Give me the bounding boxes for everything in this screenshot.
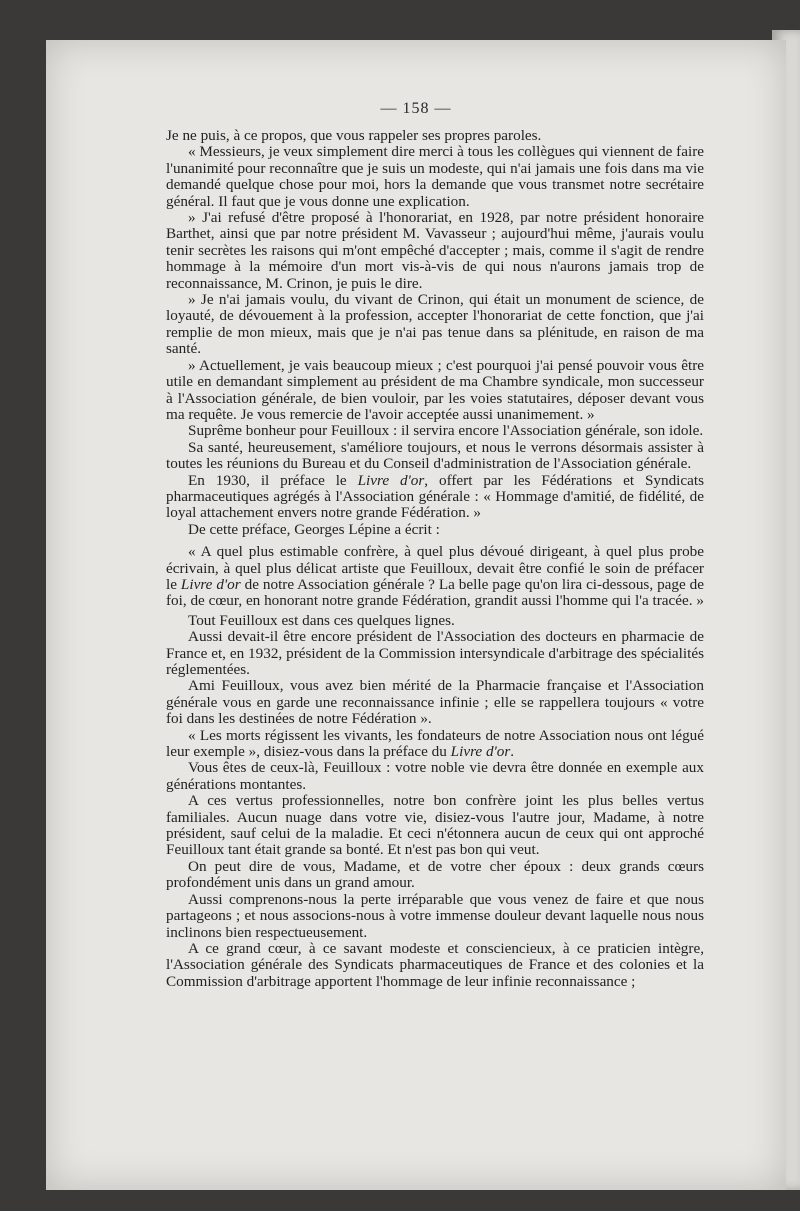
- paragraph: Vous êtes de ceux-là, Feuilloux : votre noble vie devra être donnée en exemple aux générations montantes.: [166, 759, 704, 793]
- paragraph: Aussi comprenons-nous la perte irréparable que vous venez de faire et que nous partageons ; et nous associons-nous à votre immense douleur devant laquelle nous nous inclinons bien respectueusement.: [166, 890, 704, 941]
- quotation: [166, 544, 704, 610]
- book-title: Livre d'or: [450, 743, 511, 761]
- text-run: « Les morts régissent les vivants, les fondateurs de notre Association nous ont légué leur exemple », disiez-vous dans la préface du: [166, 726, 704, 761]
- paragraph: [166, 473, 704, 522]
- text-run: .: [510, 743, 515, 761]
- paragraph: » Je n'ai jamais voulu, du vivant de Crinon, qui était un monument de science, de loyauté, de dévouement à la profession, accepter l'honorariat de cette fonction, que j'ai remplie de mon mieux, mais que je n'ai pas tenue dans sa plénitude, en raison de ma santé.: [166, 291, 704, 358]
- paragraph: « Messieurs, je veux simplement dire merci à tous les collègues qui viennent de faire l'unanimité pour reconnaître que je suis un modeste, qui n'ai jamais une fois dans ma vie demandé quelque chose pour moi, hors la demande que vous transmet notre secrétaire général. Il faut que je vous donne une explication.: [166, 143, 704, 210]
- paragraph: Sa santé, heureusement, s'améliore toujours, et nous le verrons désormais assister à toutes les réunions du Bureau et du Conseil d'administration de l'Association générale.: [166, 438, 704, 473]
- paragraph: Tout Feuilloux est dans ces quelques lignes.: [188, 611, 455, 629]
- page-number: — 158 —: [380, 100, 452, 117]
- paragraph: [166, 728, 704, 761]
- text-run: de notre Association générale ? La belle page qu'on lira ci-dessous, page de foi, de cœur, en honorant notre grande Fédération, grandit aussi l'homme qui l'a tracée. »: [166, 575, 704, 610]
- paragraph: Je ne puis, à ce propos, que vous rappeler ses propres paroles.: [166, 127, 542, 144]
- text-run: « A quel plus estimable confrère, à quel plus dévoué dirigeant, à quel plus probe écrivain, à quel plus délicat artiste que Feuilloux, devait être confié le soin de préfacer le: [166, 543, 704, 593]
- paragraph: Aussi devait-il être encore président de l'Association des docteurs en pharmacie de France et, en 1932, président de la Commission intersyndicale d'arbitrage des spécialités réglementées.: [166, 628, 704, 678]
- paragraph: On peut dire de vous, Madame, et de votre cher époux : deux grands cœurs profondément unis dans un grand amour.: [166, 857, 704, 892]
- paragraph: A ces vertus professionnelles, notre bon confrère joint les plus belles vertus familiales. Aucun nuage dans votre vie, disiez-vous l'autre jour, Madame, à notre président, sauf celui de la maladie. Et ceci n'étonnera aucun de ceux qui ont approché Feuilloux tant était grande sa bonté. Et n'est pas bon qui veut.: [166, 792, 704, 859]
- paragraph: » J'ai refusé d'être proposé à l'honorariat, en 1928, par notre président honoraire Barthet, ainsi que par notre président M. Vavasseur ; aujourd'hui même, j'aurais voulu tenir secrètes les raisons qui m'ont empêché d'accepter ; mais, comme il s'agit de rendre hommage à la mémoire d'un mort vis-à-vis de qui nous n'aurons jamais trop de reconnaissance, M. Crinon, je puis le dire.: [166, 209, 704, 292]
- text-run: , offert par les Fédérations et Syndicats pharmaceutiques agrégés à l'Association générale : « Hommage d'amitié, de fidélité, de loyal attachement envers notre grande Fédération. »: [166, 471, 705, 522]
- paragraph: Ami Feuilloux, vous avez bien mérité de la Pharmacie française et l'Association générale vous en garde une reconnaissance infinie ; elle se rappellera toujours « votre foi dans les destinées de notre Fédération ».: [166, 677, 704, 728]
- paragraph: » Actuellement, je vais beaucoup mieux ; c'est pourquoi j'ai pensé pouvoir vous être utile en demandant simplement au président de ma Chambre syndicale, mon successeur à l'Association générale, de bien vouloir, par les voies statutaires, déposer devant vous ma requête. Je vous remercie de l'avoir acceptée aussi unanimement. »: [166, 356, 704, 423]
- book-title: Livre d'or: [357, 471, 425, 489]
- paragraph: A ce grand cœur, à ce savant modeste et consciencieux, à ce praticien intègre, l'Association générale des Syndicats pharmaceutiques de France et des colonies et la Commission d'arbitrage apportent l'hommage de leur infinie reconnaissance ;: [166, 939, 704, 990]
- document-page: [46, 40, 786, 1190]
- paragraph: De cette préface, Georges Lépine a écrit :: [188, 520, 440, 538]
- text-run: En 1930, il préface le: [188, 471, 347, 489]
- body-text: [166, 128, 704, 990]
- paragraph: Suprême bonheur pour Feuilloux : il servira encore l'Association générale, son idole.: [188, 422, 704, 440]
- book-title: Livre d'or: [180, 575, 241, 593]
